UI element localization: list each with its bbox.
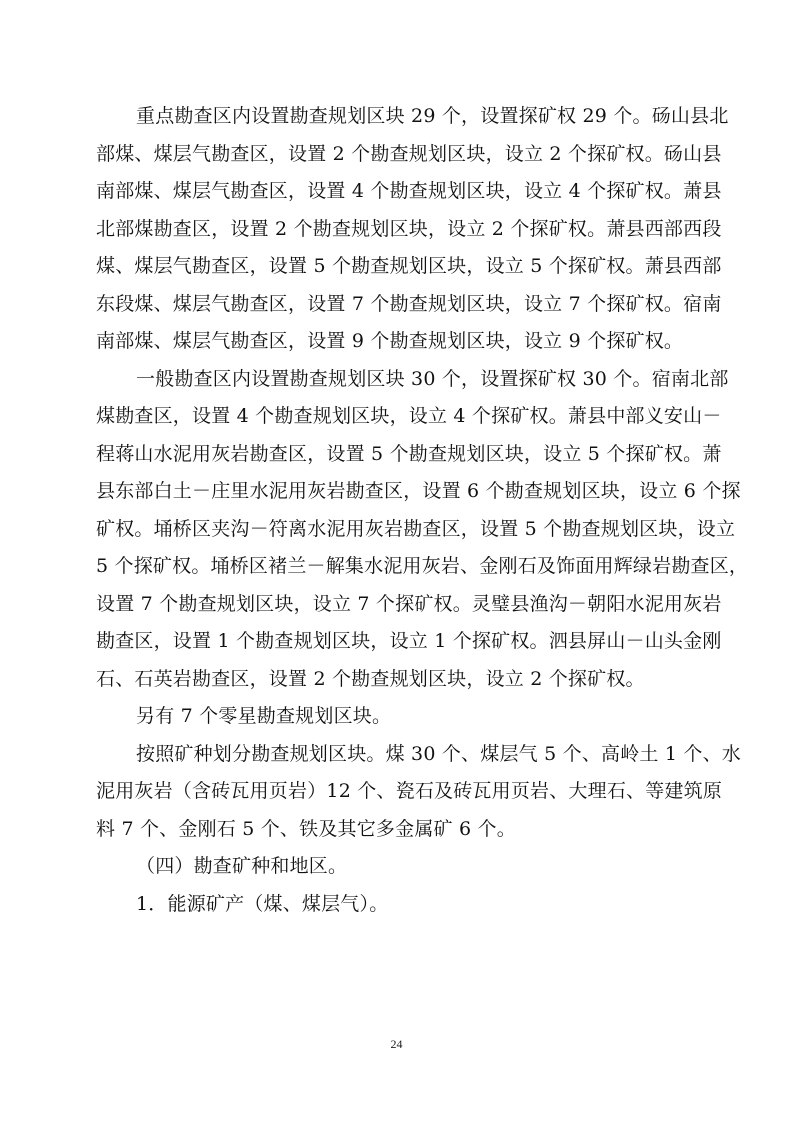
- text-line: （四）勘查矿种和地区。: [136, 855, 348, 877]
- page-number: 24: [390, 1037, 403, 1051]
- paragraph-key-exploration: [96, 98, 729, 361]
- text-line: 煤勘查区，设置 4 个勘查规划区块，设立 4 个探矿权。萧县中部义安山－: [96, 405, 722, 427]
- text-line: 部煤、煤层气勘查区，设置 2 个勘查规划区块，设立 2 个探矿权。砀山县: [96, 142, 722, 165]
- text-line: 煤、煤层气勘查区，设置 5 个勘查规划区块，设立 5 个探矿权。萧县西部: [96, 255, 722, 277]
- text-line: 石、石英岩勘查区，设置 2 个勘查规划区块，设立 2 个探矿权。: [96, 667, 645, 690]
- text-line: 泥用灰岩（含砖瓦用页岩）12 个、瓷石及砖瓦用页岩、大理石、等建筑原: [96, 780, 723, 802]
- text-line: 东段煤、煤层气勘查区，设置 7 个勘查规划区块，设立 7 个探矿权。宿南: [96, 292, 722, 315]
- text-line: 县东部白土－庄里水泥用灰岩勘查区，设置 6 个勘查规划区块，设立 6 个探: [96, 480, 741, 502]
- paragraph-by-mineral: [96, 736, 741, 849]
- text-line: 按照矿种划分勘查规划区块。煤 30 个、煤层气 5 个、高岭土 1 个、水: [136, 742, 741, 765]
- text-line: 程蒋山水泥用灰岩勘查区，设置 5 个勘查规划区块，设立 5 个探矿权。萧: [96, 442, 722, 465]
- text-line: 另有 7 个零星勘查规划区块。: [136, 705, 392, 727]
- paragraph-general-exploration: [96, 361, 749, 699]
- text-line: 5 个探矿权。埇桥区褚兰－解集水泥用灰岩、金刚石及饰面用辉绿岩勘查区，: [96, 555, 749, 577]
- text-line: 重点勘查区内设置勘查规划区块 29 个，设置探矿权 29 个。砀山县北: [136, 105, 729, 127]
- text-line: 1．能源矿产（煤、煤层气）。: [136, 892, 389, 915]
- body-text: [96, 98, 749, 923]
- section-heading: [96, 848, 696, 886]
- paragraph-scattered-blocks: [96, 698, 696, 736]
- subsection-heading: [96, 886, 696, 924]
- text-line: 勘查区，设置 1 个勘查规划区块，设立 1 个探矿权。泗县屏山－山头金刚: [96, 630, 722, 652]
- text-line: 北部煤勘查区，设置 2 个勘查规划区块，设立 2 个探矿权。萧县西部西段: [96, 217, 722, 240]
- text-line: 南部煤、煤层气勘查区，设置 4 个勘查规划区块，设立 4 个探矿权。萧县: [96, 180, 722, 202]
- text-line: 设置 7 个勘查规划区块，设立 7 个探矿权。灵璧县渔沟－朝阳水泥用灰岩: [96, 592, 722, 615]
- text-line: 南部煤、煤层气勘查区，设置 9 个勘查规划区块，设立 9 个探矿权。: [96, 330, 684, 352]
- text-line: 一般勘查区内设置勘查规划区块 30 个，设置探矿权 30 个。宿南北部: [136, 367, 729, 390]
- text-line: 料 7 个、金刚石 5 个、铁及其它多金属矿 6 个。: [96, 817, 516, 840]
- text-line: 矿权。埇桥区夹沟－符离水泥用灰岩勘查区，设置 5 个勘查规划区块，设立: [96, 517, 736, 540]
